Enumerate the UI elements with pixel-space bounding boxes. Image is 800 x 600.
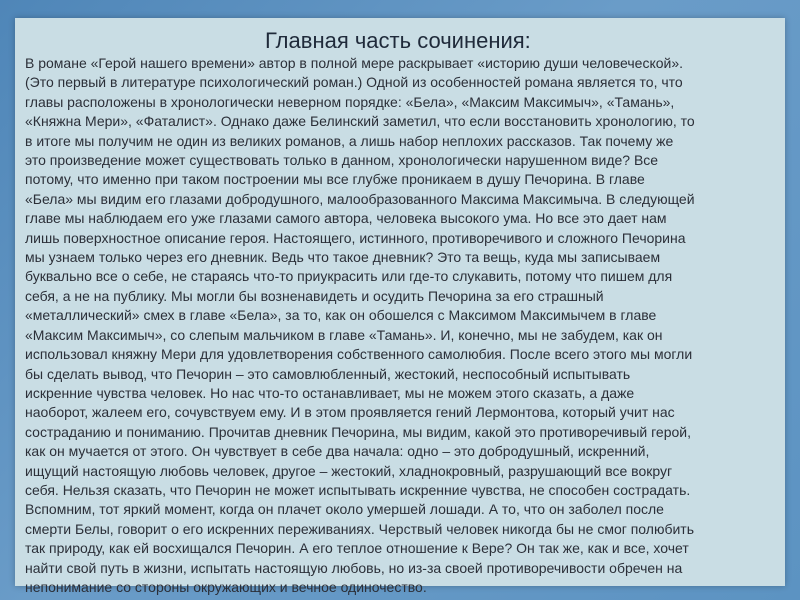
essay-line: Вспомним, тот яркий момент, когда он плачет около умершей лошади. А то, что он заболел после [25,501,664,518]
essay-line: ищущий настоящую любовь человек, другое – жестокий, хладнокровный, разрушающий все вокруг [25,462,673,479]
essay-line: бы сделать вывод, что Печорин – это самовлюбленный, жестокий, неспособный испытывать [25,365,631,382]
essay-line: «металлический» смех в главе «Бела», за то, как он обошелся с Максимом Максимычем в главе [25,307,657,324]
slide-title: Главная часть сочинения: [265,28,531,53]
essay-line: (Это первый в литературе психологический роман.) Одной из особенностей романа является то, что [25,74,683,91]
essay-line: состраданию и пониманию. Прочитав дневник Печорина, мы видим, какой это противоречивый герой, [25,423,691,440]
essay-line: как он мучается от этого. Он чувствует в себе два начала: одно – это добродушный, искренний, [25,443,650,460]
essay-body [25,54,780,597]
essay-line: главы расположены в хронологически неверном порядке: «Бела», «Максим Максимыч», «Тамань», [25,93,675,110]
essay-line: мы узнаем только через его дневник. Ведь что такое дневник? Это та вещь, куда мы записываем [25,249,661,266]
essay-line: буквально все о себе, не стараясь что-то приукрасить или где-то слукавить, потому что пишем для [25,268,673,285]
essay-line: лишь поверхностное описание героя. Настоящего, истинного, противоречивого и сложного Печорина [25,229,686,246]
essay-line: в итоге мы получим не один из великих романов, а лишь набор неплохих рассказов. Так почему же [25,132,674,149]
essay-line: главе мы наблюдаем его уже глазами самого автора, человека высокого ума. Но все это дает нам [25,210,667,227]
essay-line: себя. Нельзя сказать, что Печорин не может испытывать искренние чувства, не способен сострадать. [25,481,691,498]
essay-line: использовал княжну Мери для удовлетворения собственного самолюбия. После всего этого мы могли [25,346,693,363]
essay-line: непонимание со стороны окружающих и вечное одиночество. [25,578,427,595]
essay-line: В романе «Герой нашего времени» автор в полной мере раскрывает «историю души человеческой». [25,55,684,71]
essay-line: «Княжна Мери», «Фаталист». Однако даже Белинский заметил, что если восстановить хронологию, то [25,113,695,130]
essay-line: потому, что именно при таком построении мы все глубже проникаем в душу Печорина. В главе [25,171,645,188]
essay-line: наоборот, жалеем его, сочувствуем ему. И в этом проявляется гений Лермонтова, который учит нас [25,404,675,421]
essay-line: смерти Белы, говорит о его искренних переживаниях. Черствый человек никогда бы не смог полюбить [25,520,694,537]
essay-line: найти свой путь в жизни, испытать настоящую любовь, но из-за своей противоречивости обречен на [25,559,683,576]
essay-line: «Бела» мы видим его глазами добродушного, малообразованного Максима Максимыча. В следующей [25,190,695,207]
essay-line: это произведение может существовать только в данном, хронологически нарушенном виде? Все [25,152,659,169]
essay-line: себя, а не на публику. Мы могли бы возненавидеть и осудить Печорина за его страшный [25,287,604,304]
essay-line: так природу, как ей восхищался Печорин. А его теплое отношение к Вере? Он так же, как и все, хочет [25,540,689,557]
essay-line: искренние чувства человек. Но нас что-то останавливает, мы не можем этого сказать, а даже [25,384,635,401]
essay-line: «Максим Максимыч», со слепым мальчиком в главе «Тамань». И, конечно, мы не забудем, как он [25,326,663,343]
slide-panel [15,18,785,595]
